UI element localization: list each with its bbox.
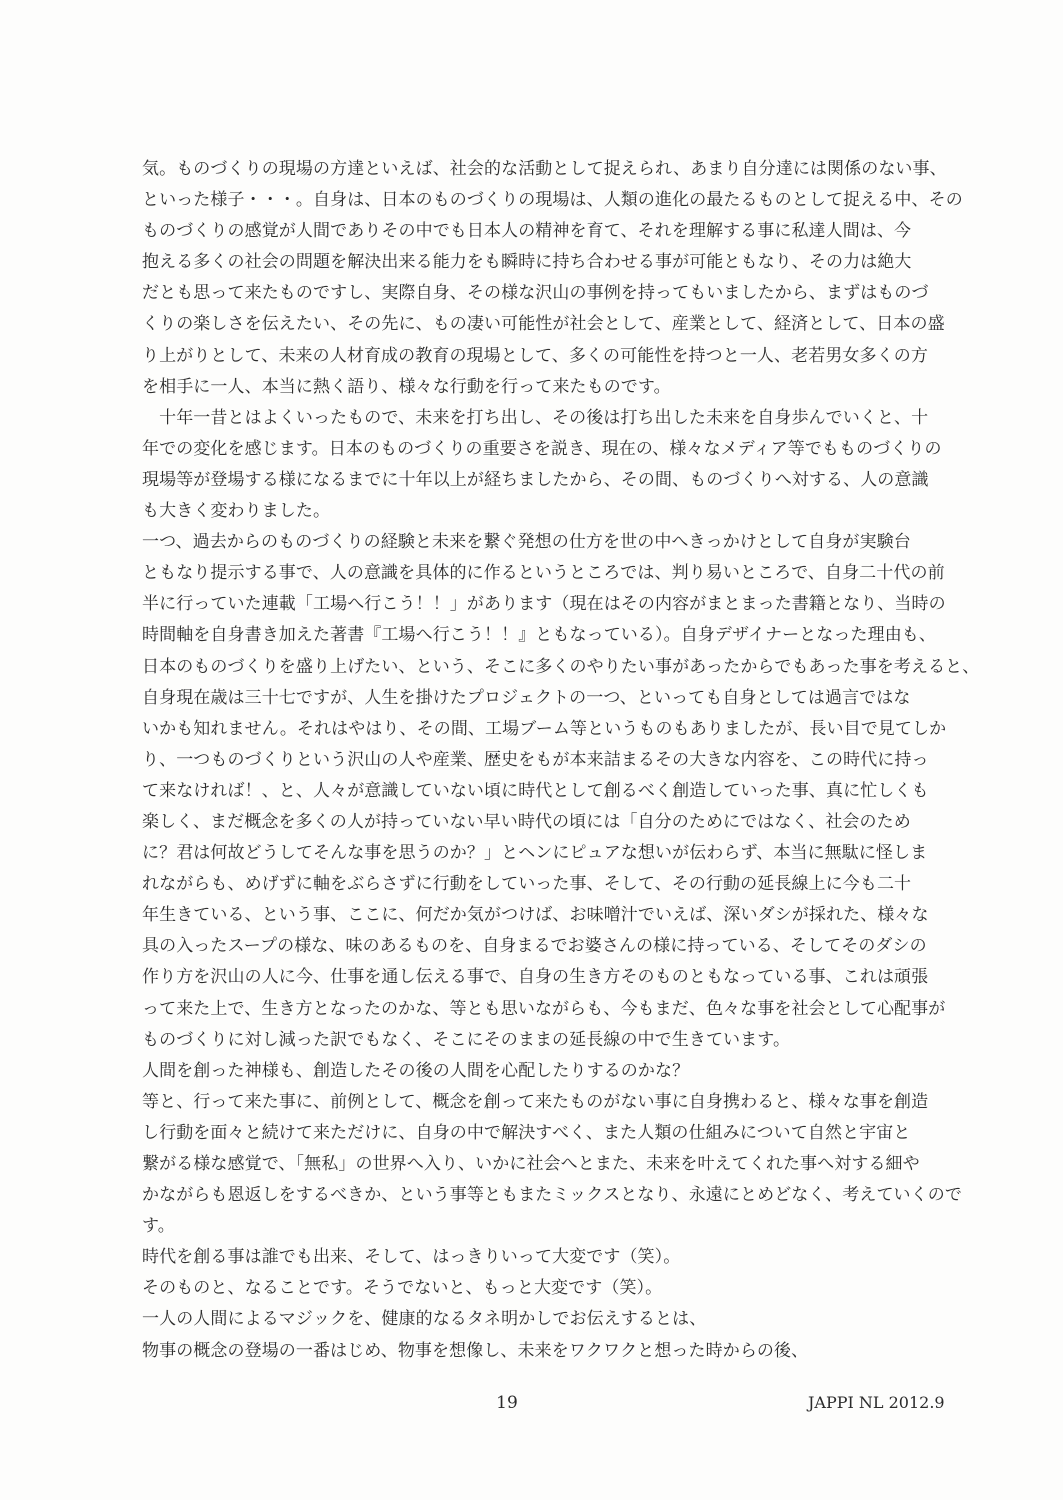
text-line: れながらも、めげずに軸をぶらさずに行動をしていった事、そして、その行動の延長線上に今も二十 [142,874,912,895]
text-line: 抱える多くの社会の問題を解決出来る能力をも瞬時に持ち合わせる事が可能ともなり、その力は絶大 [142,252,912,273]
text-line: て来なければ！、と、人々が意識していない頃に時代として創るべく創造していった事、真に忙しくも [142,780,929,801]
text-line: 人間を創った神様も、創造したその後の人間を心配したりするのかな？ [142,1060,690,1081]
text-line: ものづくりに対し減った訳でもなく、そこにそのままの延長線の中で生きています。 [142,1029,791,1050]
publication-info: JAPPI NL 2012.9 [808,1393,945,1412]
text-line: といった様子・・・。自身は、日本のものづくりの現場は、人類の進化の最たるものとして捉える中、その [142,190,963,211]
text-line: し行動を面々と続けて来ただけに、自身の中で解決すべく、また人類の仕組みについて自然と宇宙と [142,1122,911,1143]
text-line: 作り方を沢山の人に今、仕事を通し伝える事で、自身の生き方そのものともなっている事、これは頑張 [142,967,929,988]
text-line: 一つ、過去からのものづくりの経験と未来を繋ぐ発想の仕方を世の中へきっかけとして自身が実験台 [142,532,911,553]
text-line: り上がりとして、未来の人材育成の教育の現場として、多くの可能性を持つと一人、老若男女多くの方 [142,345,928,366]
text-line: り、一つものづくりという沢山の人や産業、歴史をもが本来詰まるその大きな内容を、この時代に持っ [142,749,929,770]
text-line: くりの楽しさを伝えたい、その先に、もの凄い可能性が社会として、産業として、経済として、日本の盛 [142,314,945,335]
text-line: 時代を創る事は誰でも出来、そして、はっきりいって大変です（笑）。 [142,1247,681,1268]
text-line: かながらも恩返しをするべきか、という事等ともまたミックスとなり、永遠にとめどなく、考えていくので [142,1185,962,1206]
text-line: 半に行っていた連載「工場へ行こう！！」があります（現在はその内容がまとまった書籍となり、当時の [142,594,946,615]
text-line: に？君は何故どうしてそんな事を思うのか？」とヘンにピュアな想いが伝わらず、本当に無駄に怪しま [142,843,928,864]
body-text [142,154,980,1367]
text-line: 自身現在歳は三十七ですが、人生を掛けたプロジェクトの一つ、といっても自身としては過言ではな [142,687,911,708]
text-line: 楽しく、まだ概念を多くの人が持っていない早い時代の頃には「自分のためにではなく、社会のため [142,811,911,832]
text-line: す。 [142,1216,175,1237]
text-line: 具の入ったスープの様な、味のあるものを、自身まるでお婆さんの様に持っている、そしてそのダシの [142,936,927,957]
text-line: 一人の人間によるマジックを、健康的なるタネ明かしでお伝えするとは、 [142,1309,707,1330]
text-line: を相手に一人、本当に熱く語り、様々な行動を行って来たものです。 [142,376,671,397]
text-line: 物事の概念の登場の一番はじめ、物事を想像し、未来をワクワクと想った時からの後、 [142,1340,809,1361]
text-line: 日本のものづくりを盛り上げたい、という、そこに多くのやりたい事があったからでもあった事を考えると、 [142,656,980,677]
text-line: そのものと、なることです。そうでないと、もっと大変です（笑）。 [142,1278,663,1299]
text-line: 等と、行って来た事に、前例として、概念を創って来たものがない事に自身携わると、様々な事を創造 [142,1091,929,1112]
text-line: 十年一昔とはよくいったもので、未来を打ち出し、その後は打ち出した未来を自身歩んでいくと、十 [142,407,929,428]
text-line: だとも思って来たものですし、実際自身、その様な沢山の事例を持ってもいましたから、まずはものづ [142,283,929,304]
text-line: も大きく変わりました。 [142,501,331,522]
text-line: 気。ものづくりの現場の方達といえば、社会的な活動として捉えられ、あまり自分達には関係のない事、 [142,159,947,179]
text-line: 年生きている、という事、ここに、何だか気がつけば、お味噌汁でいえば、深いダシが採れた、様々な [142,905,929,926]
text-line: 現場等が登場する様になるまでに十年以上が経ちましたから、その間、ものづくりへ対する、人の意識 [142,469,929,490]
text-line: 年での変化を感じます。日本のものづくりの重要さを説き、現在の、様々なメディア等でもものづくりの [142,438,942,459]
text-line: ものづくりの感覚が人間でありその中でも日本人の精神を育て、それを理解する事に私達人間は、今 [142,221,912,242]
text-line: って来た上で、生き方となったのかな、等とも思いながらも、今もまだ、色々な事を社会として心配事が [142,998,946,1019]
text-line: 時間軸を自身書き加えた著書『工場へ行こう！！』ともなっている）。自身デザイナーとなった理由も、 [142,625,937,646]
text-line: ともなり提示する事で、人の意識を具体的に作るというところでは、判り易いところで、自身二十代の前 [142,563,945,584]
text-line: いかも知れません。それはやはり、その間、工場ブーム等というものもありましたが、長い目で見てしか [142,718,947,739]
page-number: 19 [496,1393,518,1413]
text-line: 繋がる様な感覚で、「無私」の世界へ入り、いかに社会へとまた、未来を叶えてくれた事へ対する細や [142,1154,920,1174]
